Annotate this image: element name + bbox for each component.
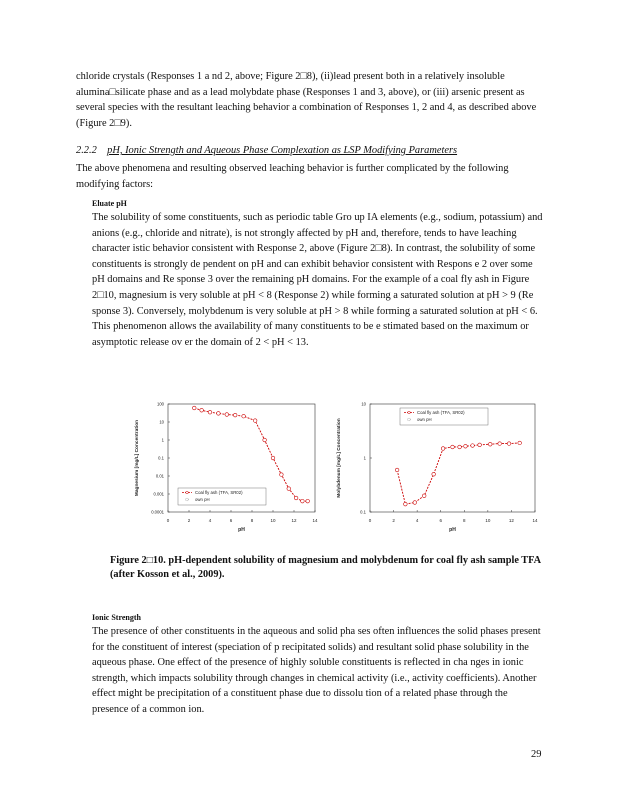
data-point: [518, 441, 522, 445]
x-tick-label: 6: [439, 518, 442, 523]
data-point: [200, 408, 204, 412]
data-point: [441, 447, 445, 451]
data-point: [498, 442, 502, 446]
data-point: [422, 494, 426, 498]
data-point: [225, 413, 229, 417]
x-tick-label: 10: [485, 518, 491, 523]
data-point: [458, 445, 462, 449]
data-point: [271, 456, 275, 460]
x-tick-label: 8: [463, 518, 466, 523]
data-point: [287, 487, 291, 491]
y-tick-label: 0.001: [153, 491, 164, 497]
x-axis-label: pH: [449, 527, 456, 533]
legend-label: own pH: [417, 417, 432, 422]
page-number: 29: [531, 749, 542, 760]
x-tick-label: 6: [229, 518, 233, 523]
section-number: 2.2.2: [76, 145, 97, 156]
data-point: [242, 414, 246, 418]
molybdenum-chart: [325, 394, 545, 544]
x-tick-label: 4: [208, 518, 212, 523]
eluate-ph-label: Eluate pH: [92, 199, 127, 208]
legend-marker: [186, 491, 189, 494]
data-point: [280, 473, 284, 477]
x-tick-label: 0: [166, 518, 170, 523]
legend-label: Coal fly ash (TFA, SR02): [417, 410, 465, 415]
data-point: [306, 499, 310, 503]
y-tick-label: 0.1: [360, 509, 366, 515]
x-tick-label: 14: [312, 518, 318, 523]
data-point: [217, 412, 221, 416]
data-point: [192, 406, 196, 410]
data-point: [263, 438, 267, 442]
x-tick-label: 14: [532, 518, 538, 523]
y-tick-label: 10: [361, 401, 366, 407]
section-heading: [76, 145, 542, 156]
data-point: [253, 419, 257, 423]
x-tick-label: 10: [270, 518, 276, 523]
y-tick-label: 1: [363, 455, 366, 461]
molybdenum-chart-content: [336, 402, 538, 534]
paragraph-modifying-factors: The above phenomena and resulting observed leaching behavior is further complicated by the following modifying factors:: [76, 163, 509, 190]
x-tick-label: 0: [368, 518, 372, 523]
legend-marker: [408, 411, 411, 414]
y-axis-label: Magnesium [mg/L] Concentration: [135, 419, 140, 497]
legend-label: own pH: [195, 497, 210, 502]
magnesium-chart: [110, 394, 320, 544]
x-tick-label: 8: [250, 518, 254, 523]
data-point: [233, 413, 237, 417]
x-tick-label: 4: [415, 518, 419, 523]
paragraph-intro: chloride crystals (Responses 1 a nd 2, above; Figure 2□8), (ii)lead present both in a relatively insoluble alumina□silicate phase and as a lead molybdate phase (Responses 1 and 3, above), or (iii) arsenic present as several species with the resultant leaching behavior a combination of Responses 1, 2 and 4, as described above (Figure 2□9).: [76, 71, 537, 129]
x-tick-label: 2: [392, 518, 395, 523]
x-tick-label: 12: [508, 518, 514, 523]
data-point: [432, 472, 436, 476]
series-line: [397, 443, 520, 504]
data-point: [413, 501, 417, 505]
y-tick-label: 1: [161, 437, 164, 443]
x-tick-label: 12: [291, 518, 297, 523]
y-tick-label: 10: [159, 419, 164, 425]
x-tick-label: 2: [187, 518, 191, 523]
series-line: [194, 408, 307, 501]
ionic-strength-label: Ionic Strength: [92, 613, 141, 622]
section-title: pH, Ionic Strength and Aqueous Phase Complexation as LSP Modifying Parameters: [107, 145, 458, 156]
paragraph-eluate-ph: The solubility of some constituents, such as periodic table Gro up IA elements (e.g., sodium, potassium) and anions (e.g., chloride and nitrate), is not strongly affected by pH and, therefore, tends to have leaching character istic behavior consistent with Response 2, above (Figure 2□8). In contrast, the solubility of some constituents is strongly de pendent on pH and can exhibit behavior consistent with Respons e 2 over some pH domains and Re sponse 3 over the remaining pH domains. For the example of a coal fly ash in Figure 2□10, magnesium is very soluble at pH < 8 (Response 2) while forming a saturated solution at pH > 9 (Re sponse 3). Conversely, molybdenum is very soluble at pH > 8 while forming a saturated solution at pH < 6. This phenomenon allows the availability of many constituents to be e stimated based on the maximum or asymptotic release ov er the domain of 2 < pH < 13.: [92, 212, 543, 348]
data-point: [451, 445, 455, 449]
y-tick-label: 0.1: [158, 455, 164, 461]
y-tick-label: 0.0001: [151, 509, 164, 515]
data-point: [294, 496, 298, 500]
data-point: [507, 442, 511, 446]
y-tick-label: 0.01: [155, 473, 164, 479]
data-point: [478, 443, 482, 447]
data-point: [488, 442, 492, 446]
magnesium-chart-content: [134, 402, 318, 534]
data-point: [301, 499, 305, 503]
data-point: [395, 468, 399, 472]
y-axis-label: Molybdenum [mg/L] Concentration: [337, 418, 342, 498]
paragraph-ionic-strength: The presence of other constituents in the aqueous and solid pha ses often influences the solid phases present for the constituent of interest (speciation of p recipitated solids) and resultant solid phase solubility in the aqueous phase. One effect of the presence of highly soluble constituents is reflected in cha nges in ionic strength, which impacts solubility through changes in chemical activity (i.e., activity coefficients). Another effect might be precipitation of a constituent phase due to dissolu tion of a related phase through the presence of a common ion.: [92, 626, 541, 715]
data-point: [464, 444, 468, 448]
x-axis-label: pH: [238, 527, 245, 533]
data-point: [471, 444, 475, 448]
legend-label: Coal fly ash (TFA, SR02): [195, 490, 243, 495]
y-tick-label: 100: [157, 401, 164, 407]
data-point: [208, 410, 212, 414]
figure-caption: Figure 2□10. pH-dependent solubility of magnesium and molybdenum for coal fly ash sample TFA (after Kosson et al., 2009).: [110, 555, 541, 580]
data-point: [404, 502, 408, 506]
